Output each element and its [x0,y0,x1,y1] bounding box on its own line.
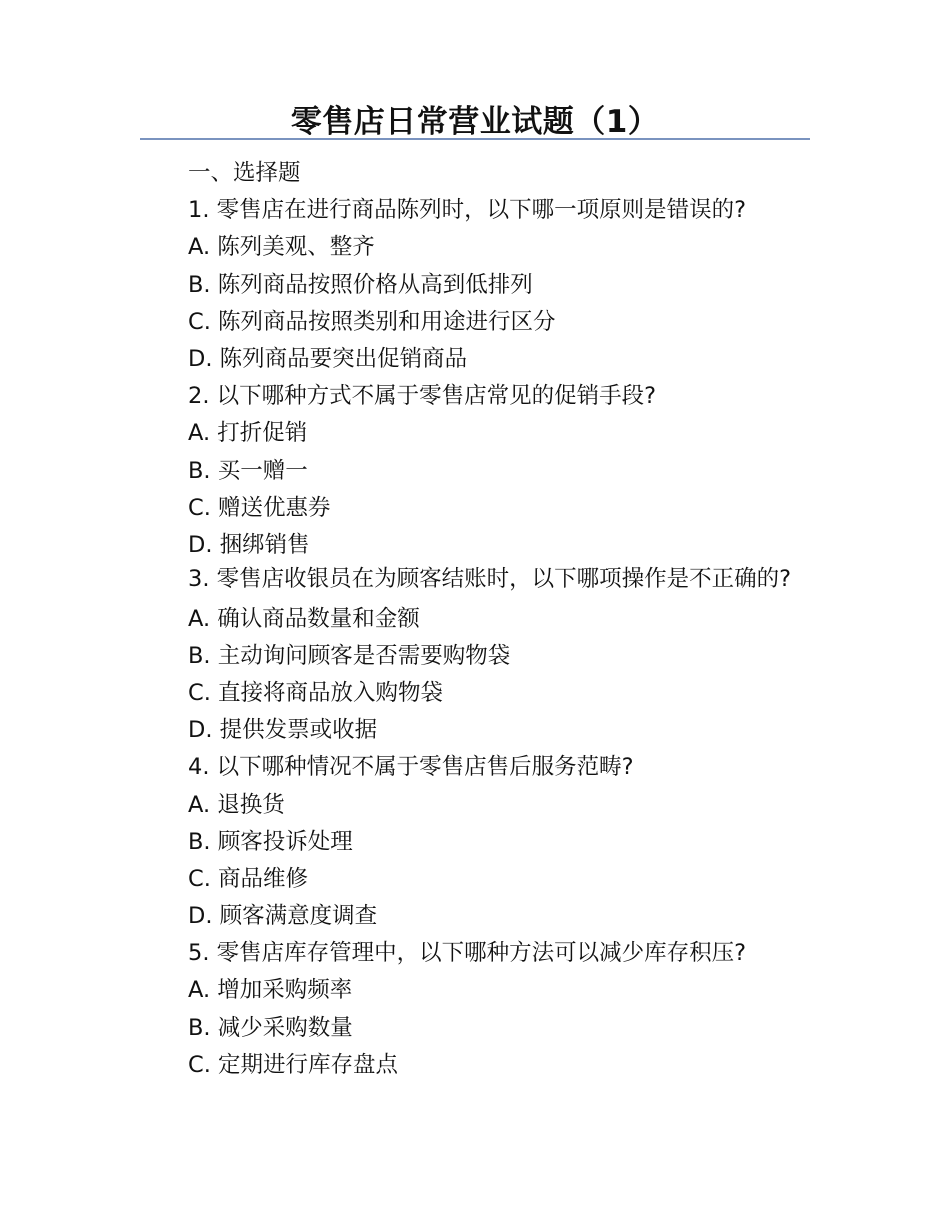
document-title: 零售店日常营业试题（1） [290,104,660,140]
option-item: D. 陈列商品要突出促销商品 [188,345,468,372]
option-item: A. 陈列美观、整齐 [188,234,375,261]
option-item: B. 减少采购数量 [188,1014,353,1041]
option-item: D. 提供发票或收据 [188,717,378,744]
option-item: C. 定期进行库存盘点 [188,1051,399,1078]
option-item: C. 直接将商品放入购物袋 [188,679,444,706]
question-text: 1. 零售店在进行商品陈列时，以下哪一项原则是错误的? [188,197,747,224]
question-text: 4. 以下哪种情况不属于零售店售后服务范畴? [188,754,634,781]
option-item: A. 增加采购频率 [188,977,353,1004]
section-heading: 一、选择题 [188,160,301,186]
option-item: B. 顾客投诉处理 [188,828,353,855]
document-body [140,155,820,1084]
option-item: D. 捆绑销售 [188,531,310,558]
option-item: C. 陈列商品按照类别和用途进行区分 [188,308,556,335]
option-item: A. 确认商品数量和金额 [188,605,420,632]
option-item: A. 打折促销 [188,420,308,447]
question-text: 5. 零售店库存管理中，以下哪种方法可以减少库存积压? [188,940,747,967]
option-item: D. 顾客满意度调查 [188,903,378,930]
option-item: B. 陈列商品按照价格从高到低排列 [188,271,533,298]
option-item: A. 退换货 [188,791,285,818]
option-item: C. 商品维修 [188,865,309,892]
option-item: B. 买一赠一 [188,457,308,484]
option-item: C. 赠送优惠券 [188,494,331,521]
question-text: 3. 零售店收银员在为顾客结账时，以下哪项操作是不正确的? [188,566,792,593]
title-underline [140,138,810,140]
question-text: 2. 以下哪种方式不属于零售店常见的促销手段? [188,383,657,410]
option-item: B. 主动询问顾客是否需要购物袋 [188,642,511,669]
